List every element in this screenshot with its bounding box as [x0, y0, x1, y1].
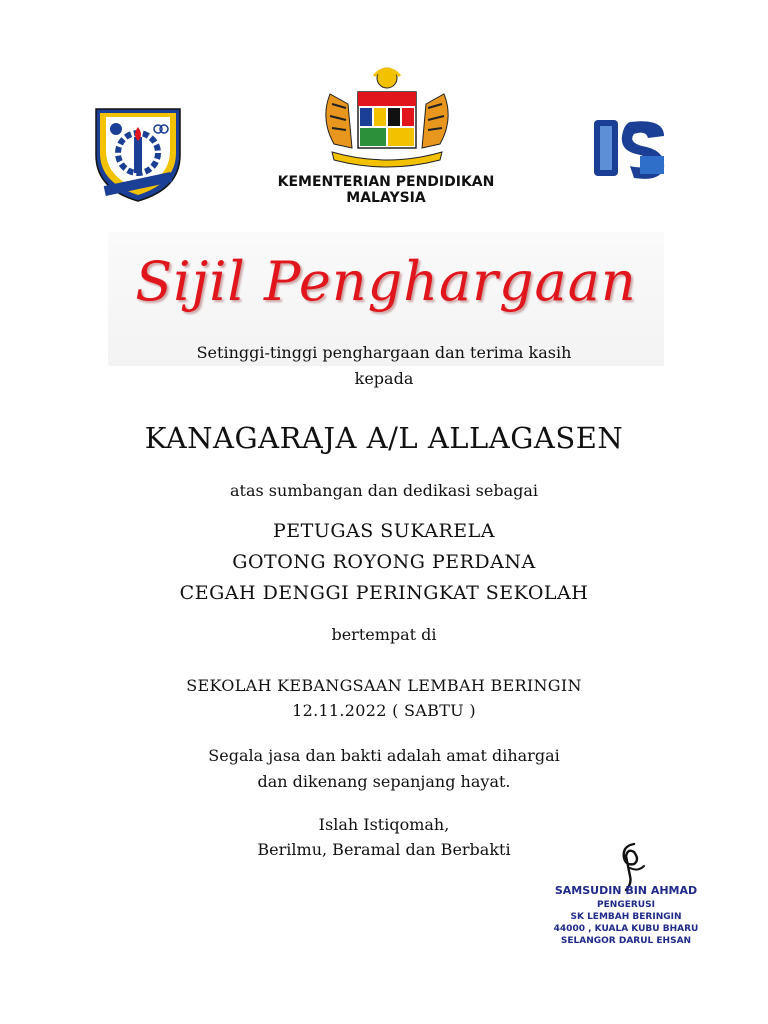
- event-date: 12.11.2022 ( SABTU ): [292, 701, 476, 720]
- contribution-line: atas sumbangan dan dedikasi sebagai: [230, 481, 538, 500]
- motto-line-1: Islah Istiqomah,: [318, 815, 450, 834]
- role-line-3: CEGAH DENGGI PERINGKAT SEKOLAH: [179, 582, 589, 604]
- school-logo: [92, 103, 184, 203]
- closing-line-2: dan dikenang sepanjang hayat.: [257, 772, 511, 791]
- ts25-logo: [586, 112, 672, 206]
- location-prefix: bertempat di: [331, 625, 437, 644]
- role-line-1: PETUGAS SUKARELA: [273, 520, 495, 542]
- closing-line-1: Segala jasa dan bakti adalah amat dihargai: [208, 746, 560, 765]
- signatory-address-1: 44000 , KUALA KUBU BHARU: [553, 924, 699, 934]
- motto-line-2: Berilmu, Beramal dan Berbakti: [257, 840, 511, 859]
- signatory-position: PENGERUSI: [597, 900, 655, 910]
- signatory-name: SAMSUDIN BIN AHMAD: [554, 884, 698, 897]
- venue: SEKOLAH KEBANGSAAN LEMBAH BERINGIN: [186, 676, 582, 695]
- ministry-name: KEMENTERIAN PENDIDIKAN MALAYSIA: [277, 174, 495, 206]
- signatory-org: SK LEMBAH BERINGIN: [570, 912, 682, 922]
- recipient-name: KANAGARAJA A/L ALLAGASEN: [144, 421, 624, 455]
- intro-line-2: kepada: [354, 369, 414, 388]
- kpm-crest: [312, 64, 462, 169]
- role-line-2: GOTONG ROYONG PERDANA: [232, 551, 536, 573]
- signatory-address-2: SELANGOR DARUL EHSAN: [560, 936, 692, 946]
- certificate-title: Sijil Penghargaan: [135, 250, 637, 313]
- intro-line-1: Setinggi-tinggi penghargaan dan terima kasih: [196, 343, 572, 362]
